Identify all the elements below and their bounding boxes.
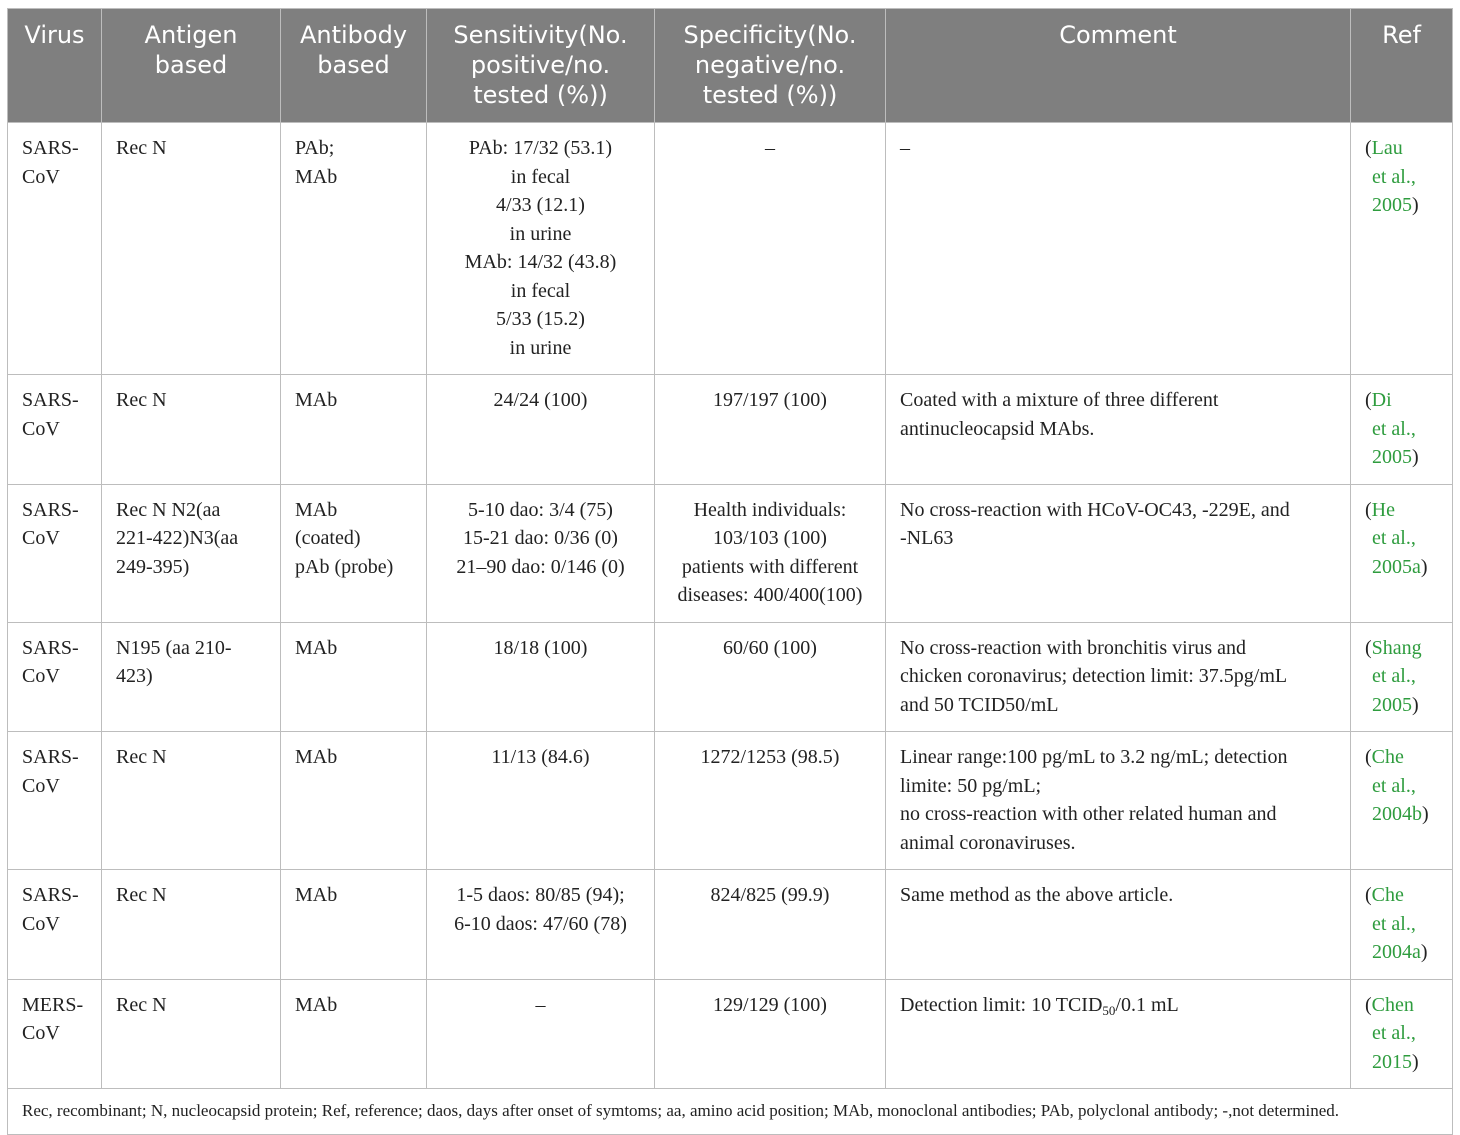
cell-ref: (Che et al., 2004b): [1351, 732, 1453, 870]
header-specificity: Specificity(No. negative/no. tested (%)): [655, 9, 886, 123]
header-antibody: Antibody based: [281, 9, 427, 123]
cell-comment: Coated with a mixture of three different antinucleocapsid MAbs.: [886, 375, 1351, 485]
cell-sensitivity: 1-5 daos: 80/85 (94); 6-10 daos: 47/60 (78): [427, 870, 655, 980]
ref-link[interactable]: et al.,: [1372, 665, 1416, 687]
ref-link[interactable]: Chen: [1371, 993, 1414, 1016]
cell-ref: (Shang et al., 2005): [1351, 622, 1453, 732]
cell-ref: (Lau et al., 2005): [1351, 123, 1453, 375]
table-row: [8, 979, 1453, 1089]
cell-sensitivity: PAb: 17/32 (53.1) in fecal 4/33 (12.1) in urine MAb: 14/32 (43.8) in fecal 5/33 (15.2) in urine: [427, 123, 655, 375]
table-row: [8, 375, 1453, 485]
header-ref: Ref: [1351, 9, 1453, 123]
table-row: [8, 622, 1453, 732]
cell-comment: Detection limit: 10 $TCID_{50}/0.1$ mL: [886, 979, 1351, 1089]
cell-virus: SARS- CoV: [8, 870, 102, 980]
table-row: [8, 732, 1453, 870]
header-sensitivity: Sensitivity(No. positive/no. tested (%)): [427, 9, 655, 123]
ref-link[interactable]: et al.,: [1372, 774, 1416, 797]
cell-specificity: 197/197 (100): [655, 375, 886, 485]
cell-antigen: N195 (aa 210- 423): [102, 622, 281, 732]
ref-link[interactable]: et al.,: [1372, 165, 1416, 188]
ref-link[interactable]: He: [1371, 498, 1395, 521]
ref-link[interactable]: et al.,: [1372, 912, 1416, 935]
cell-antibody: MAb: [281, 870, 427, 980]
cell-specificity: Health individuals: 103/103 (100) patients with different diseases: 400/400(100): [655, 484, 886, 622]
table-row: [8, 484, 1453, 622]
table-container: [7, 8, 1452, 1135]
ref-link[interactable]: 2005: [1372, 446, 1412, 468]
header-virus: Virus: [8, 9, 102, 123]
cell-virus: SARS- CoV: [8, 732, 102, 870]
diagnostic-assay-table: [7, 8, 1453, 1135]
ref-link[interactable]: 2004a: [1372, 941, 1421, 963]
cell-specificity: 60/60 (100): [655, 622, 886, 732]
ref-link[interactable]: et al.,: [1372, 1022, 1416, 1044]
cell-antigen: Rec N: [102, 375, 281, 485]
cell-specificity: 824/825 (99.9): [655, 870, 886, 980]
cell-sensitivity: 5-10 dao: 3/4 (75) 15-21 dao: 0/36 (0) 21–90 dao: 0/146 (0): [427, 484, 655, 622]
cell-sensitivity: 11/13 (84.6): [427, 732, 655, 870]
ref-link[interactable]: 2005: [1372, 693, 1412, 716]
ref-link[interactable]: 2005: [1372, 194, 1412, 216]
cell-antibody: MAb (coated) pAb (probe): [281, 484, 427, 622]
ref-link[interactable]: Di: [1371, 389, 1392, 411]
cell-antigen: Rec N: [102, 870, 281, 980]
ref-link[interactable]: Shang: [1371, 636, 1422, 659]
header-comment: Comment: [886, 9, 1351, 123]
cell-antibody: MAb: [281, 979, 427, 1089]
footnote-row: [8, 1089, 1453, 1135]
cell-comment: Same method as the above article.: [886, 870, 1351, 980]
cell-virus: SARS- CoV: [8, 622, 102, 732]
cell-virus: SARS- CoV: [8, 484, 102, 622]
cell-ref: (He et al., 2005a): [1351, 484, 1453, 622]
header-row: [8, 9, 1453, 123]
cell-comment: –: [886, 123, 1351, 375]
ref-link[interactable]: Che: [1371, 746, 1404, 768]
ref-link[interactable]: et al.,: [1372, 417, 1416, 440]
cell-specificity: 129/129 (100): [655, 979, 886, 1089]
cell-antibody: MAb: [281, 732, 427, 870]
table-row: [8, 870, 1453, 980]
cell-comment: Linear range:100 pg/mL to 3.2 ng/mL; detection limite: 50 pg/mL; no cross-reaction with other related human and animal coronaviruses.: [886, 732, 1351, 870]
ref-link[interactable]: Lau: [1371, 137, 1403, 159]
ref-link[interactable]: 2005a: [1372, 555, 1421, 578]
cell-antigen: Rec N: [102, 732, 281, 870]
cell-specificity: –: [655, 123, 886, 375]
cell-antigen: Rec N N2(aa 221-422)N3(aa 249-395): [102, 484, 281, 622]
cell-sensitivity: 24/24 (100): [427, 375, 655, 485]
cell-antigen: Rec N: [102, 979, 281, 1089]
cell-ref: (Che et al., 2004a): [1351, 870, 1453, 980]
ref-link[interactable]: 2004b: [1372, 803, 1422, 825]
cell-antibody: MAb: [281, 622, 427, 732]
cell-comment: No cross-reaction with HCoV-OC43, -229E, and -NL63: [886, 484, 1351, 622]
cell-virus: MERS- CoV: [8, 979, 102, 1089]
cell-specificity: 1272/1253 (98.5): [655, 732, 886, 870]
ref-link[interactable]: 2015: [1372, 1050, 1412, 1073]
ref-link[interactable]: et al.,: [1372, 527, 1416, 549]
cell-sensitivity: –: [427, 979, 655, 1089]
cell-comment: No cross-reaction with bronchitis virus and chicken coronavirus; detection limit: 37.5pg/mL and 50 TCID50/mL: [886, 622, 1351, 732]
table-footnote: Rec, recombinant; N, nucleocapsid protein; Ref, reference; daos, days after onset of symtoms; aa, amino acid position; MAb, monoclonal antibodies; PAb, polyclonal antibody; -,not determined.: [8, 1089, 1453, 1135]
cell-antibody: PAb; MAb: [281, 123, 427, 375]
cell-antibody: MAb: [281, 375, 427, 485]
ref-link[interactable]: Che: [1371, 884, 1404, 906]
cell-ref: (Di et al., 2005): [1351, 375, 1453, 485]
cell-virus: SARS- CoV: [8, 375, 102, 485]
cell-virus: SARS- CoV: [8, 123, 102, 375]
header-antigen: Antigen based: [102, 9, 281, 123]
cell-antigen: Rec N: [102, 123, 281, 375]
cell-sensitivity: 18/18 (100): [427, 622, 655, 732]
table-row: [8, 123, 1453, 375]
cell-ref: (Chen et al., 2015): [1351, 979, 1453, 1089]
